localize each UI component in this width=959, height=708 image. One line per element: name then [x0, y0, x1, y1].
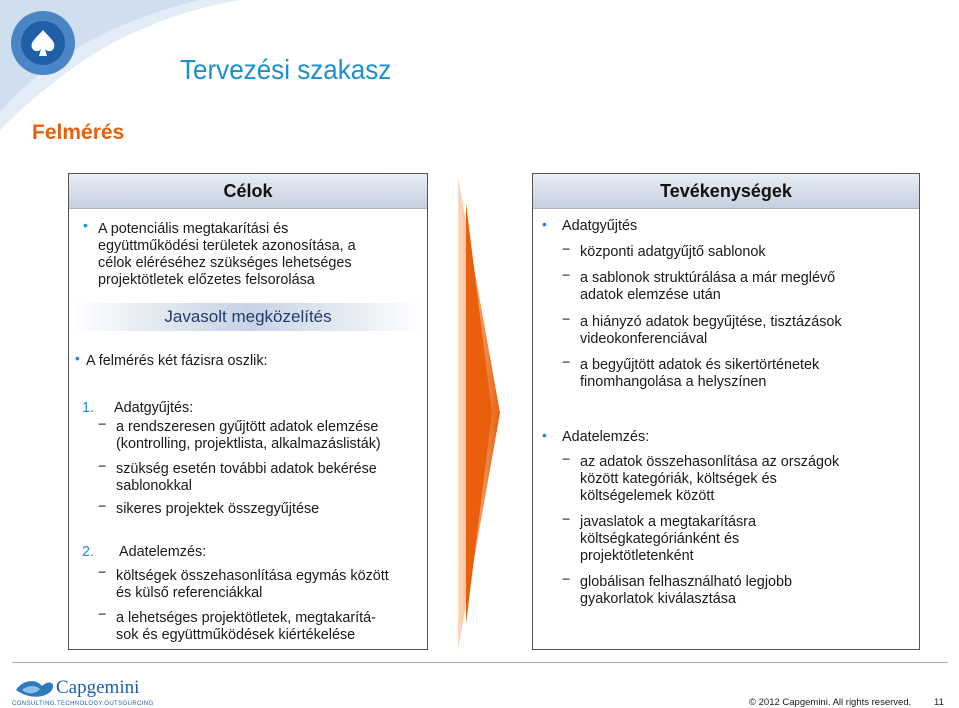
- list-item-line: a begyűjtött adatok és sikertörténetek: [580, 357, 820, 373]
- list-item-line: sok és együttműködések kiértékelése: [116, 627, 356, 643]
- goals-header: Célok: [69, 174, 427, 209]
- list-item-line: (kontrolling, projektlista, alkalmazáslisták): [116, 436, 381, 452]
- goal-line: együttműködési területek azonosítása, a: [98, 238, 356, 254]
- capgemini-logo: [12, 672, 172, 708]
- list-item-line: és külső referenciákkal: [116, 585, 263, 601]
- goal-line: A potenciális megtakarítási és: [98, 221, 289, 237]
- page-number: 11: [934, 697, 944, 708]
- phase-number: 2.: [82, 544, 95, 560]
- dash-icon: −: [562, 452, 571, 468]
- bullet-icon: •: [542, 216, 547, 232]
- list-item-line: költségek összehasonlítása egymás között: [116, 568, 389, 584]
- activities-header: Tevékenységek: [533, 174, 919, 209]
- list-item-line: globálisan felhasználható legjobb: [580, 574, 793, 590]
- list-item-line: projektötletenként: [580, 548, 694, 564]
- dash-icon: −: [562, 355, 571, 371]
- svg-text:Capgemini: Capgemini: [56, 677, 140, 698]
- dash-icon: −: [562, 242, 571, 258]
- goal-line: projektötletek előzetes felsorolása: [98, 272, 315, 288]
- goal-line: célok eléréséhez szükséges lehetséges: [98, 255, 352, 271]
- page-title: Tervezési szakasz: [180, 54, 392, 85]
- dash-icon: −: [562, 312, 571, 328]
- right-panel-activities: [532, 173, 920, 650]
- list-item-line: az adatok összehasonlítása az országok: [580, 454, 840, 470]
- bullet-icon: •: [83, 217, 88, 233]
- list-item-line: között kategóriák, költségek és: [580, 471, 777, 487]
- list-item-line: szükség esetén további adatok bekérése: [116, 461, 377, 477]
- phase-label: Adatelemzés:: [119, 544, 207, 560]
- approach-header: Javasolt megközelítés: [69, 303, 427, 331]
- list-item-line: költségkategóriánként és: [580, 531, 740, 547]
- bullet-icon: •: [75, 350, 80, 366]
- svg-text:CONSULTING.TECHNOLOGY.OUTSOURC: CONSULTING.TECHNOLOGY.OUTSOURCING: [12, 701, 154, 707]
- dash-icon: −: [98, 417, 107, 433]
- phases-intro: A felmérés két fázisra oszlik:: [86, 353, 268, 369]
- list-item-line: gyakorlatok kiválasztása: [580, 591, 736, 607]
- section-title: Felmérés: [32, 121, 125, 144]
- dash-icon: −: [562, 268, 571, 284]
- dash-icon: −: [98, 565, 107, 581]
- dash-icon: −: [562, 572, 571, 588]
- group-label: Adatelemzés:: [562, 429, 650, 445]
- list-item-line: sablonokkal: [116, 478, 193, 494]
- list-item-line: a sablonok struktúrálása a már meglévő: [580, 270, 836, 286]
- list-item-line: javaslatok a megtakarításra: [580, 514, 756, 530]
- group-label: Adatgyűjtés: [562, 218, 638, 234]
- dash-icon: −: [98, 499, 107, 515]
- list-item-line: a hiányzó adatok begyűjtése, tisztázások: [580, 314, 842, 330]
- dash-icon: −: [562, 512, 571, 528]
- list-item-line: központi adatgyűjtő sablonok: [580, 244, 766, 260]
- phase-number: 1.: [82, 400, 95, 416]
- footer-divider: [12, 662, 948, 663]
- bullet-icon: •: [542, 427, 547, 443]
- collaborative-business-experience-badge-icon: [8, 8, 78, 78]
- list-item-line: költségelemek között: [580, 488, 715, 504]
- list-item-line: a rendszeresen gyűjtött adatok elemzése: [116, 419, 379, 435]
- dash-icon: −: [98, 607, 107, 623]
- process-arrow-icon: [458, 177, 500, 650]
- list-item-line: videokonferenciával: [580, 331, 708, 347]
- dash-icon: −: [98, 459, 107, 475]
- list-item-line: finomhangolása a helyszínen: [580, 374, 767, 390]
- list-item-line: adatok elemzése után: [580, 287, 721, 303]
- left-panel-goals: [68, 173, 428, 650]
- copyright-text: © 2012 Capgemini. All rights reserved.: [749, 697, 912, 708]
- phase-label: Adatgyűjtés:: [114, 400, 194, 416]
- list-item-line: sikeres projektek összegyűjtése: [116, 501, 320, 517]
- list-item-line: a lehetséges projektötletek, megtakarítá-: [116, 610, 376, 626]
